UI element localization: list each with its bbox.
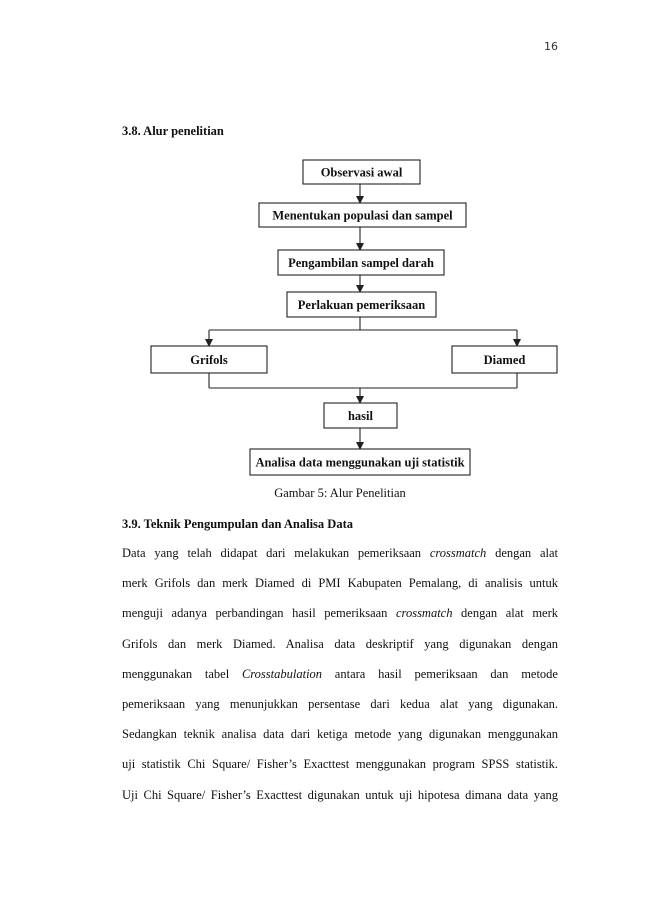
svg-text:Grifols: Grifols [190, 353, 228, 367]
body-paragraph [122, 538, 558, 810]
svg-text:Perlakuan pemeriksaan: Perlakuan pemeriksaan [297, 298, 426, 312]
box-pengambilan-sampel [278, 250, 444, 275]
box-observasi-awal [303, 160, 420, 184]
box-grifols [151, 346, 267, 373]
section-heading-3-8: 3.8. Alur penelitian [122, 124, 224, 138]
paragraph-line: Uji Chi Square/ Fisher’s Exacttest digunakan untuk uji hipotesa dimana data yang [122, 787, 558, 802]
paragraph-line: Sedangkan teknik analisa data dari ketiga metode yang digunakan menggunakan [122, 727, 558, 742]
svg-text:hasil: hasil [347, 409, 374, 423]
box-menentukan-populasi [259, 203, 466, 227]
box-hasil [324, 403, 397, 428]
svg-text:Menentukan populasi dan sampel: Menentukan populasi dan sampel [272, 208, 453, 223]
paragraph-line: pemeriksaan yang menunjukkan persentase dari kedua alat yang digunakan. [122, 697, 558, 712]
page-number: 16 [544, 40, 558, 53]
svg-text:Analisa data menggunakan uji s: Analisa data menggunakan uji statistik [255, 455, 465, 470]
box-diamed [452, 346, 557, 373]
section-heading-3-9: 3.9. Teknik Pengumpulan dan Analisa Data [122, 517, 353, 531]
svg-text:Diamed: Diamed [483, 353, 526, 367]
svg-text:Observasi awal: Observasi awal [320, 165, 403, 180]
paragraph-line: menguji adanya perbandingan hasil pemeriksaan crossmatch dengan alat merk [122, 606, 558, 621]
svg-text:Pengambilan sampel darah: Pengambilan sampel darah [288, 256, 434, 270]
paragraph-line: uji statistik Chi Square/ Fisher’s Exacttest menggunakan program SPSS statistik. [122, 757, 558, 772]
paragraph-line: menggunakan tabel Crosstabulation antara hasil pemeriksaan dan metode [122, 666, 558, 681]
box-analisa-data [250, 449, 470, 475]
figure-caption: Gambar 5: Alur Penelitian [274, 486, 406, 500]
paragraph-line: merk Grifols dan merk Diamed di PMI Kabupaten Pemalang, di analisis untuk [122, 576, 558, 591]
box-perlakuan-pemeriksaan [287, 292, 436, 317]
paragraph-line: Grifols dan merk Diamed. Analisa data deskriptif yang digunakan dengan [122, 636, 558, 651]
paragraph-line: Data yang telah didapat dari melakukan pemeriksaan crossmatch dengan alat [122, 546, 558, 560]
